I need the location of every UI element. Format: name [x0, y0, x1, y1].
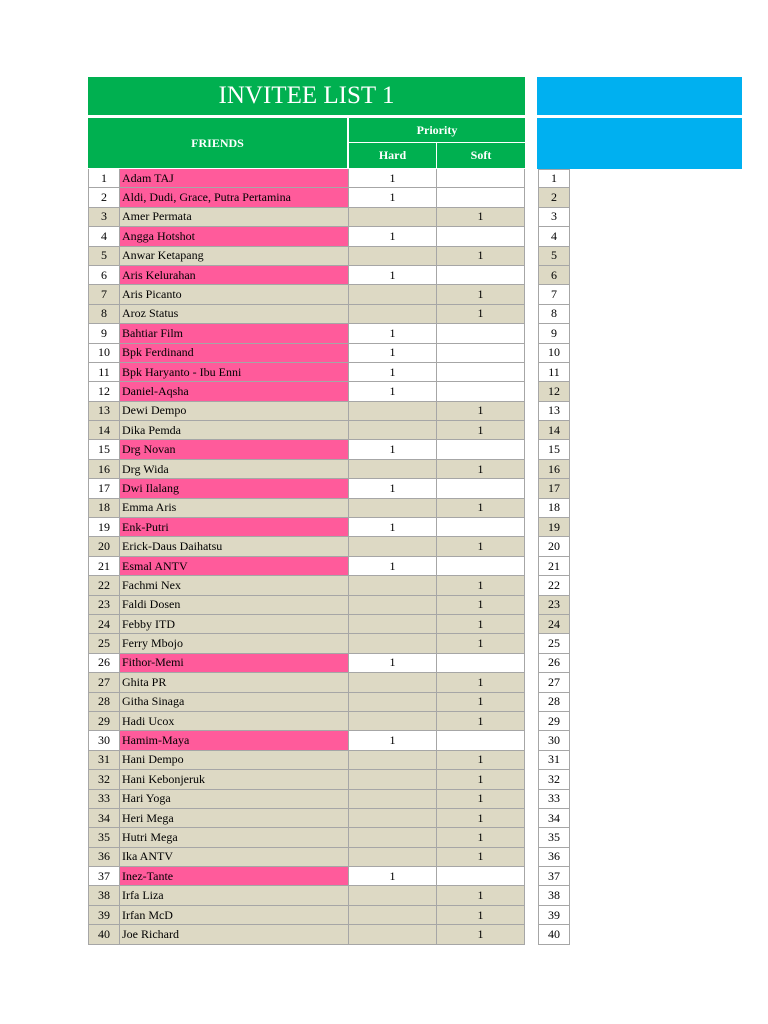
invitee-name: Bpk Haryanto - Ibu Enni [120, 363, 349, 382]
row-number: 5 [88, 247, 120, 266]
table-row [88, 305, 525, 324]
row-number: 8 [88, 305, 120, 324]
invitee-name: Enk-Putri [120, 518, 349, 537]
soft-priority-cell: 1 [437, 770, 525, 789]
row-number: 39 [88, 906, 120, 925]
soft-priority-cell: 1 [437, 712, 525, 731]
invitee-name: Hadi Ucox [120, 712, 349, 731]
table-row [88, 615, 525, 634]
table-row [88, 809, 525, 828]
side-number-cell: 22 [538, 576, 570, 595]
row-number: 7 [88, 285, 120, 304]
side-number-cell: 38 [538, 886, 570, 905]
soft-priority-cell: 1 [437, 402, 525, 421]
table-row [88, 654, 525, 673]
invitee-name: Dika Pemda [120, 421, 349, 440]
hard-priority-cell: 1 [349, 654, 437, 673]
row-number: 20 [88, 537, 120, 556]
table-row [88, 344, 525, 363]
invitee-name: Daniel-Aqsha [120, 382, 349, 401]
side-number-cell: 6 [538, 266, 570, 285]
table-row [88, 848, 525, 867]
invitee-name: Bpk Ferdinand [120, 344, 349, 363]
hard-priority-cell: 1 [349, 188, 437, 207]
row-number: 32 [88, 770, 120, 789]
hard-priority-cell [349, 906, 437, 925]
soft-priority-cell: 1 [437, 285, 525, 304]
soft-priority-cell [437, 440, 525, 459]
hard-priority-cell [349, 790, 437, 809]
table-row [88, 266, 525, 285]
hard-priority-cell: 1 [349, 557, 437, 576]
invitee-name: Emma Aris [120, 499, 349, 518]
side-number-cell: 33 [538, 790, 570, 809]
row-number: 11 [88, 363, 120, 382]
side-number-cell: 14 [538, 421, 570, 440]
invitee-name: Githa Sinaga [120, 693, 349, 712]
table-row [88, 790, 525, 809]
table-row [88, 596, 525, 615]
invitee-name: Faldi Dosen [120, 596, 349, 615]
hard-priority-cell: 1 [349, 344, 437, 363]
table-row [88, 285, 525, 304]
soft-priority-cell [437, 363, 525, 382]
table-row [88, 382, 525, 401]
soft-priority-cell: 1 [437, 499, 525, 518]
invitee-name: Irfa Liza [120, 886, 349, 905]
row-number: 10 [88, 344, 120, 363]
hard-priority-cell: 1 [349, 867, 437, 886]
soft-priority-cell: 1 [437, 460, 525, 479]
invitee-name: Aris Kelurahan [120, 266, 349, 285]
side-number-cell: 21 [538, 557, 570, 576]
invitee-list-title: INVITEE LIST 1 [88, 77, 525, 115]
side-number-cell: 18 [538, 499, 570, 518]
side-number-cell: 32 [538, 770, 570, 789]
invitee-name: Hari Yoga [120, 790, 349, 809]
table-row [88, 634, 525, 653]
row-number: 38 [88, 886, 120, 905]
table-row [88, 770, 525, 789]
invitee-name: Hutri Mega [120, 828, 349, 847]
row-number: 2 [88, 188, 120, 207]
friends-column-header: FRIENDS [88, 118, 348, 168]
soft-column-header: Soft [437, 143, 525, 168]
row-number: 21 [88, 557, 120, 576]
hard-priority-cell [349, 848, 437, 867]
table-row [88, 557, 525, 576]
invitee-name: Hani Kebonjeruk [120, 770, 349, 789]
table-row [88, 499, 525, 518]
soft-priority-cell [437, 227, 525, 246]
side-number-cell: 29 [538, 712, 570, 731]
blue-subheader-block [537, 118, 742, 169]
soft-priority-cell [437, 169, 525, 188]
invitee-name: Dwi Ilalang [120, 479, 349, 498]
soft-priority-cell: 1 [437, 634, 525, 653]
invitee-name: Esmal ANTV [120, 557, 349, 576]
soft-priority-cell [437, 344, 525, 363]
row-number: 14 [88, 421, 120, 440]
side-number-cell: 17 [538, 479, 570, 498]
table-row [88, 576, 525, 595]
row-number: 26 [88, 654, 120, 673]
invitee-name: Ika ANTV [120, 848, 349, 867]
table-row [88, 227, 525, 246]
side-number-cell: 5 [538, 247, 570, 266]
side-number-cell: 16 [538, 460, 570, 479]
table-row [88, 169, 525, 188]
hard-priority-cell: 1 [349, 479, 437, 498]
table-row [88, 906, 525, 925]
soft-priority-cell [437, 324, 525, 343]
invitee-name: Erick-Daus Daihatsu [120, 537, 349, 556]
table-row [88, 188, 525, 207]
invitee-name: Bahtiar Film [120, 324, 349, 343]
side-number-cell: 35 [538, 828, 570, 847]
invitee-name: Febby ITD [120, 615, 349, 634]
side-number-cell: 31 [538, 751, 570, 770]
hard-priority-cell [349, 305, 437, 324]
hard-priority-cell: 1 [349, 227, 437, 246]
hard-priority-cell: 1 [349, 731, 437, 750]
side-number-cell: 26 [538, 654, 570, 673]
hard-priority-cell [349, 809, 437, 828]
table-row [88, 421, 525, 440]
invitee-name: Aroz Status [120, 305, 349, 324]
invitee-name: Aldi, Dudi, Grace, Putra Pertamina [120, 188, 349, 207]
side-number-cell: 4 [538, 227, 570, 246]
hard-priority-cell [349, 285, 437, 304]
soft-priority-cell: 1 [437, 925, 525, 944]
hard-priority-cell [349, 537, 437, 556]
invitee-name: Amer Permata [120, 208, 349, 227]
side-number-cell: 8 [538, 305, 570, 324]
soft-priority-cell [437, 654, 525, 673]
hard-priority-cell [349, 770, 437, 789]
soft-priority-cell: 1 [437, 886, 525, 905]
row-number: 17 [88, 479, 120, 498]
soft-priority-cell: 1 [437, 751, 525, 770]
table-row [88, 363, 525, 382]
table-row [88, 440, 525, 459]
soft-priority-cell: 1 [437, 673, 525, 692]
side-number-cell: 15 [538, 440, 570, 459]
invitee-name: Ghita PR [120, 673, 349, 692]
row-number: 33 [88, 790, 120, 809]
table-row [88, 712, 525, 731]
row-number: 31 [88, 751, 120, 770]
hard-priority-cell [349, 886, 437, 905]
row-number: 19 [88, 518, 120, 537]
invitee-name: Angga Hotshot [120, 227, 349, 246]
hard-priority-cell: 1 [349, 518, 437, 537]
hard-priority-cell [349, 596, 437, 615]
soft-priority-cell: 1 [437, 247, 525, 266]
invitee-name: Ferry Mbojo [120, 634, 349, 653]
row-number: 9 [88, 324, 120, 343]
row-number: 6 [88, 266, 120, 285]
table-row [88, 479, 525, 498]
row-number: 23 [88, 596, 120, 615]
hard-priority-cell [349, 615, 437, 634]
side-number-cell: 3 [538, 208, 570, 227]
invitee-name: Hani Dempo [120, 751, 349, 770]
soft-priority-cell: 1 [437, 828, 525, 847]
soft-priority-cell [437, 557, 525, 576]
row-number: 22 [88, 576, 120, 595]
row-number: 4 [88, 227, 120, 246]
soft-priority-cell: 1 [437, 906, 525, 925]
invitee-name: Aris Picanto [120, 285, 349, 304]
row-number: 28 [88, 693, 120, 712]
hard-priority-cell [349, 751, 437, 770]
soft-priority-cell: 1 [437, 615, 525, 634]
side-number-cell: 36 [538, 848, 570, 867]
row-number: 16 [88, 460, 120, 479]
side-number-cell: 28 [538, 693, 570, 712]
side-number-cell: 27 [538, 673, 570, 692]
table-row [88, 208, 525, 227]
blue-header-block [537, 77, 742, 115]
table-row [88, 731, 525, 750]
hard-priority-cell: 1 [349, 382, 437, 401]
hard-priority-cell [349, 247, 437, 266]
side-number-cell: 40 [538, 925, 570, 944]
invitee-name: Fithor-Memi [120, 654, 349, 673]
side-number-cell: 37 [538, 867, 570, 886]
invitee-name: Joe Richard [120, 925, 349, 944]
row-number: 13 [88, 402, 120, 421]
invitee-name: Anwar Ketapang [120, 247, 349, 266]
side-number-column [538, 169, 570, 945]
table-row [88, 925, 525, 944]
hard-priority-cell [349, 925, 437, 944]
soft-priority-cell [437, 867, 525, 886]
soft-priority-cell: 1 [437, 208, 525, 227]
hard-priority-cell [349, 208, 437, 227]
soft-priority-cell: 1 [437, 576, 525, 595]
table-row [88, 693, 525, 712]
hard-priority-cell [349, 673, 437, 692]
side-number-cell: 10 [538, 344, 570, 363]
invitee-name: Dewi Dempo [120, 402, 349, 421]
row-number: 15 [88, 440, 120, 459]
row-number: 25 [88, 634, 120, 653]
row-number: 34 [88, 809, 120, 828]
row-number: 24 [88, 615, 120, 634]
soft-priority-cell: 1 [437, 693, 525, 712]
side-number-cell: 11 [538, 363, 570, 382]
hard-priority-cell [349, 402, 437, 421]
table-row [88, 247, 525, 266]
invitee-name: Inez-Tante [120, 867, 349, 886]
soft-priority-cell: 1 [437, 305, 525, 324]
side-number-cell: 12 [538, 382, 570, 401]
row-number: 27 [88, 673, 120, 692]
side-number-cell: 20 [538, 537, 570, 556]
hard-priority-cell: 1 [349, 324, 437, 343]
row-number: 12 [88, 382, 120, 401]
table-row [88, 518, 525, 537]
row-number: 40 [88, 925, 120, 944]
hard-priority-cell [349, 421, 437, 440]
side-number-cell: 13 [538, 402, 570, 421]
side-number-cell: 9 [538, 324, 570, 343]
hard-priority-cell: 1 [349, 169, 437, 188]
table-row [88, 673, 525, 692]
side-number-cell: 1 [538, 169, 570, 188]
table-row [88, 537, 525, 556]
side-number-cell: 25 [538, 634, 570, 653]
side-number-cell: 7 [538, 285, 570, 304]
row-number: 36 [88, 848, 120, 867]
invitee-name: Fachmi Nex [120, 576, 349, 595]
table-row [88, 460, 525, 479]
table-row [88, 751, 525, 770]
side-number-cell: 39 [538, 906, 570, 925]
hard-priority-cell [349, 634, 437, 653]
row-number: 37 [88, 867, 120, 886]
side-number-cell: 2 [538, 188, 570, 207]
priority-column-header: Priority [349, 118, 525, 143]
invitee-name: Adam TAJ [120, 169, 349, 188]
table-row [88, 402, 525, 421]
hard-priority-cell [349, 693, 437, 712]
soft-priority-cell [437, 518, 525, 537]
hard-priority-cell: 1 [349, 363, 437, 382]
row-number: 30 [88, 731, 120, 750]
soft-priority-cell [437, 479, 525, 498]
soft-priority-cell: 1 [437, 848, 525, 867]
hard-priority-cell [349, 460, 437, 479]
hard-column-header: Hard [349, 143, 437, 168]
soft-priority-cell [437, 731, 525, 750]
side-number-cell: 23 [538, 596, 570, 615]
invitee-name: Heri Mega [120, 809, 349, 828]
hard-priority-cell [349, 712, 437, 731]
row-number: 29 [88, 712, 120, 731]
side-number-cell: 19 [538, 518, 570, 537]
row-number: 1 [88, 169, 120, 188]
hard-priority-cell [349, 576, 437, 595]
soft-priority-cell [437, 382, 525, 401]
row-number: 35 [88, 828, 120, 847]
soft-priority-cell [437, 266, 525, 285]
table-row [88, 324, 525, 343]
invitee-name: Drg Novan [120, 440, 349, 459]
hard-priority-cell [349, 499, 437, 518]
soft-priority-cell [437, 188, 525, 207]
row-number: 18 [88, 499, 120, 518]
side-number-cell: 30 [538, 731, 570, 750]
soft-priority-cell: 1 [437, 537, 525, 556]
side-number-cell: 24 [538, 615, 570, 634]
table-row [88, 828, 525, 847]
soft-priority-cell: 1 [437, 790, 525, 809]
hard-priority-cell: 1 [349, 266, 437, 285]
invitee-table [88, 169, 525, 945]
table-row [88, 867, 525, 886]
soft-priority-cell: 1 [437, 596, 525, 615]
invitee-name: Irfan McD [120, 906, 349, 925]
side-number-cell: 34 [538, 809, 570, 828]
invitee-name: Drg Wida [120, 460, 349, 479]
hard-priority-cell: 1 [349, 440, 437, 459]
invitee-name: Hamim-Maya [120, 731, 349, 750]
soft-priority-cell: 1 [437, 809, 525, 828]
row-number: 3 [88, 208, 120, 227]
soft-priority-cell: 1 [437, 421, 525, 440]
table-row [88, 886, 525, 905]
hard-priority-cell [349, 828, 437, 847]
